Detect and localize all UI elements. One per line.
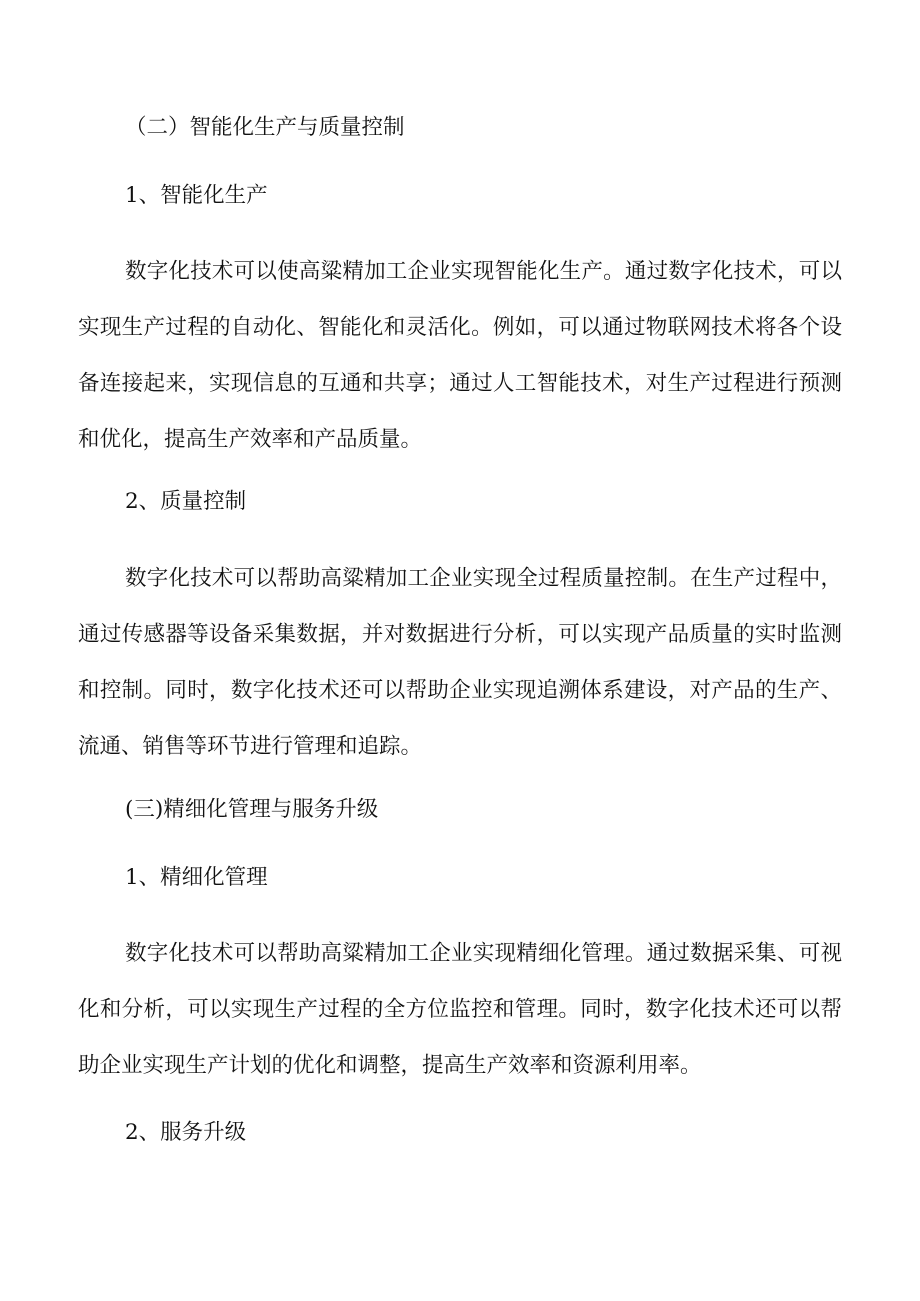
section-heading-2: （二）智能化生产与质量控制 xyxy=(125,115,405,140)
subsection-title-smart-production: 1、智能化生产 xyxy=(125,183,268,208)
paragraph-quality-control: 数字化技术可以帮助高粱精加工企业实现全过程质量控制。在生产过程中，通过传感器等设备采集数据，并对数据进行分析，可以实现产品质量的实时监测和控制。同时，数字化技术还可以帮助企业实现追溯体系建设，对产品的生产、流通、销售等环节进行管理和追踪。 xyxy=(78,566,842,759)
subsection-title-fine-management: 1、精细化管理 xyxy=(125,865,268,890)
paragraph-fine-management: 数字化技术可以帮助高粱精加工企业实现精细化管理。通过数据采集、可视化和分析，可以实现生产过程的全方位监控和管理。同时，数字化技术还可以帮助企业实现生产计划的优化和调整，提高生产效率和资源利用率。 xyxy=(78,941,842,1078)
subsection-title-quality-control: 2、质量控制 xyxy=(125,489,247,514)
subsection-title-service-upgrade: 2、服务升级 xyxy=(125,1120,247,1145)
paragraph-smart-production: 数字化技术可以使高粱精加工企业实现智能化生产。通过数字化技术，可以实现生产过程的自动化、智能化和灵活化。例如，可以通过物联网技术将各个设备连接起来，实现信息的互通和共享；通过人工智能技术，对生产过程进行预测和优化，提高生产效率和产品质量。 xyxy=(78,259,842,452)
section-heading-3: (三)精细化管理与服务升级 xyxy=(125,797,379,822)
